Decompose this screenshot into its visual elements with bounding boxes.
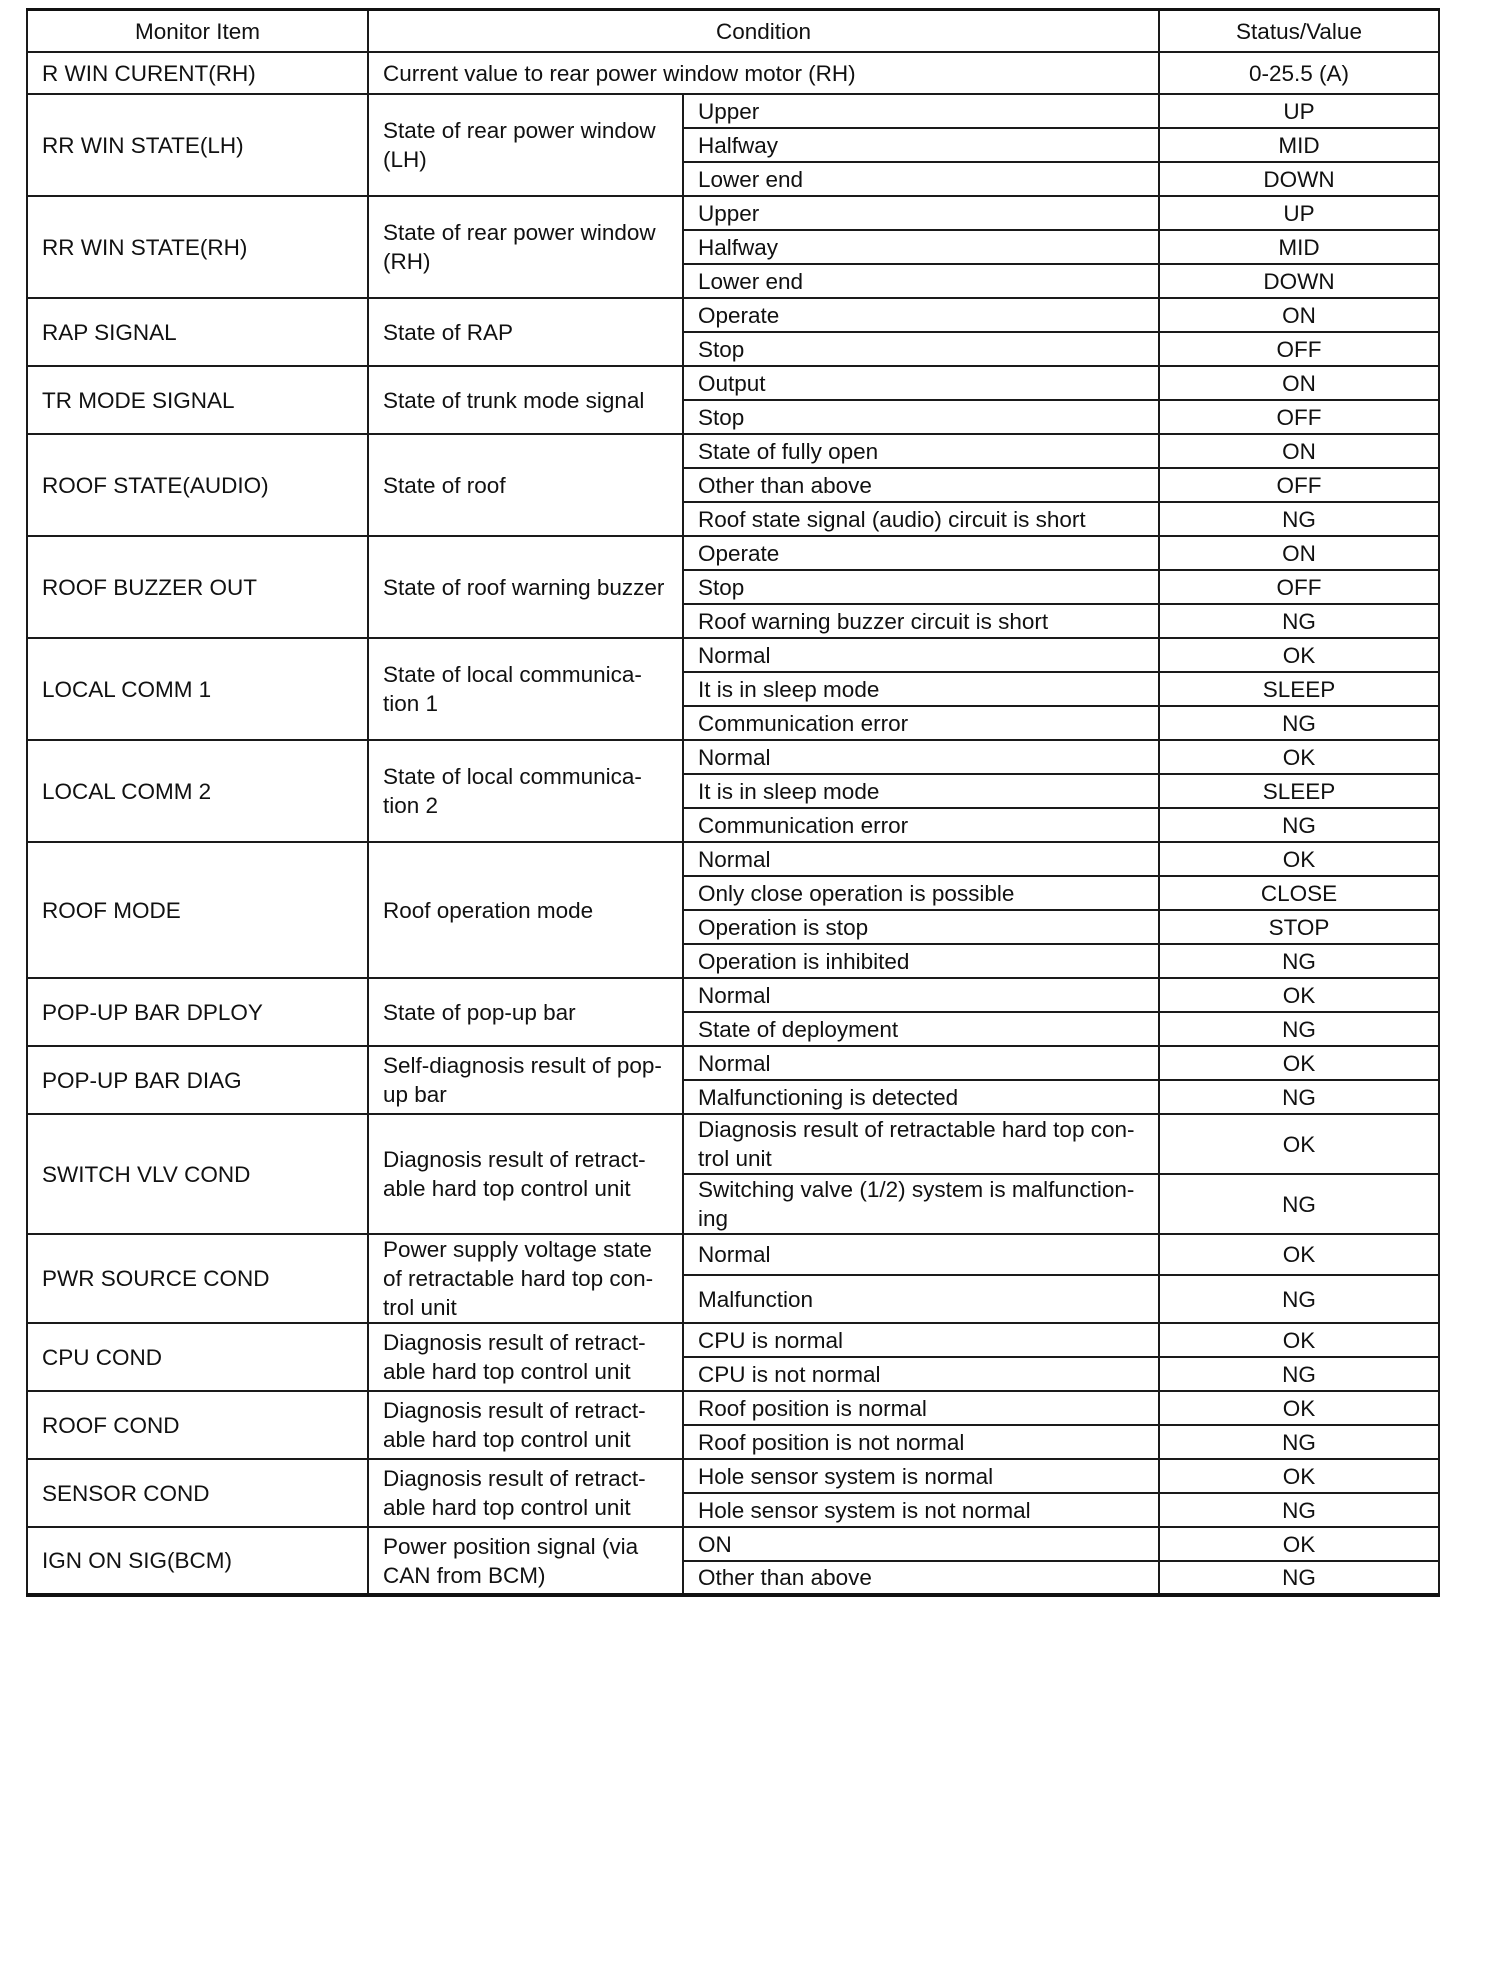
sub-condition-cell: Stop (683, 332, 1159, 366)
value-cell: OK (1159, 1234, 1439, 1275)
table-row (27, 1459, 1439, 1493)
monitor-item-cell: RR WIN STATE(LH) (27, 94, 368, 196)
sub-condition-cell: Hole sensor system is not normal (683, 1493, 1159, 1527)
value-cell: ON (1159, 366, 1439, 400)
value-cell: ON (1159, 298, 1439, 332)
sub-condition-cell: Upper (683, 196, 1159, 230)
value-cell: SLEEP (1159, 774, 1439, 808)
table-row (27, 298, 1439, 332)
condition-cell: Power position signal (via CAN from BCM) (368, 1527, 683, 1595)
sub-condition-cell: Only close operation is possible (683, 876, 1159, 910)
table-row (27, 740, 1439, 774)
value-cell: NG (1159, 1080, 1439, 1114)
value-cell: NG (1159, 706, 1439, 740)
value-cell: NG (1159, 1425, 1439, 1459)
monitor-item-cell: ROOF MODE (27, 842, 368, 978)
value-cell: OK (1159, 1323, 1439, 1357)
sub-condition-cell: Hole sensor system is normal (683, 1459, 1159, 1493)
monitor-item-cell: TR MODE SIGNAL (27, 366, 368, 434)
header-condition: Condition (368, 10, 1159, 53)
sub-condition-cell: Halfway (683, 230, 1159, 264)
value-cell: OK (1159, 1046, 1439, 1080)
table-row (27, 434, 1439, 468)
monitor-item-cell: R WIN CURENT(RH) (27, 52, 368, 94)
sub-condition-cell: Stop (683, 570, 1159, 604)
value-cell: MID (1159, 230, 1439, 264)
value-cell: NG (1159, 808, 1439, 842)
condition-cell: Diagnosis result of retract-able hard top control unit (368, 1391, 683, 1459)
value-cell: STOP (1159, 910, 1439, 944)
value-cell: OK (1159, 1459, 1439, 1493)
value-cell: DOWN (1159, 264, 1439, 298)
value-cell: OFF (1159, 332, 1439, 366)
condition-cell: Current value to rear power window motor (RH) (368, 52, 1159, 94)
value-cell: MID (1159, 128, 1439, 162)
condition-cell: Self-diagnosis result of pop-up bar (368, 1046, 683, 1114)
value-cell: ON (1159, 434, 1439, 468)
sub-condition-cell: Normal (683, 1234, 1159, 1275)
table-row (27, 1391, 1439, 1425)
condition-cell: State of roof (368, 434, 683, 536)
sub-condition-cell: Malfunctioning is detected (683, 1080, 1159, 1114)
table-header-row (27, 10, 1439, 53)
sub-condition-cell: Normal (683, 1046, 1159, 1080)
sub-condition-cell: State of fully open (683, 434, 1159, 468)
monitor-item-cell: IGN ON SIG(BCM) (27, 1527, 368, 1595)
sub-condition-cell: Other than above (683, 1561, 1159, 1595)
value-cell: NG (1159, 502, 1439, 536)
sub-condition-cell: Roof state signal (audio) circuit is short (683, 502, 1159, 536)
value-cell: NG (1159, 1493, 1439, 1527)
monitor-item-cell: LOCAL COMM 1 (27, 638, 368, 740)
value-cell: DOWN (1159, 162, 1439, 196)
value-cell: CLOSE (1159, 876, 1439, 910)
table-row (27, 52, 1439, 94)
sub-condition-cell: Other than above (683, 468, 1159, 502)
condition-cell: State of rear power window (LH) (368, 94, 683, 196)
sub-condition-cell: Halfway (683, 128, 1159, 162)
table-row (27, 536, 1439, 570)
condition-cell: State of roof warning buzzer (368, 536, 683, 638)
condition-cell: Roof operation mode (368, 842, 683, 978)
value-cell: SLEEP (1159, 672, 1439, 706)
condition-cell: State of local communica-tion 2 (368, 740, 683, 842)
sub-condition-cell: Communication error (683, 706, 1159, 740)
value-cell: OK (1159, 1527, 1439, 1561)
table-row (27, 1527, 1439, 1561)
value-cell: OFF (1159, 400, 1439, 434)
value-cell: NG (1159, 1174, 1439, 1234)
monitor-item-cell: SENSOR COND (27, 1459, 368, 1527)
table-row (27, 978, 1439, 1012)
table-row (27, 1046, 1439, 1080)
header-status-value: Status/Value (1159, 10, 1439, 53)
sub-condition-cell: ON (683, 1527, 1159, 1561)
sub-condition-cell: CPU is normal (683, 1323, 1159, 1357)
value-cell: OK (1159, 978, 1439, 1012)
value-cell: UP (1159, 196, 1439, 230)
sub-condition-cell: Malfunction (683, 1275, 1159, 1323)
sub-condition-cell: Diagnosis result of retractable hard top con-trol unit (683, 1114, 1159, 1174)
sub-condition-cell: Upper (683, 94, 1159, 128)
monitor-item-cell: POP-UP BAR DPLOY (27, 978, 368, 1046)
value-cell: ON (1159, 536, 1439, 570)
value-cell: OK (1159, 1391, 1439, 1425)
sub-condition-cell: Operation is stop (683, 910, 1159, 944)
sub-condition-cell: Operate (683, 298, 1159, 332)
sub-condition-cell: Normal (683, 740, 1159, 774)
condition-cell: Diagnosis result of retract-able hard top control unit (368, 1323, 683, 1391)
sub-condition-cell: State of deployment (683, 1012, 1159, 1046)
value-cell: NG (1159, 1012, 1439, 1046)
sub-condition-cell: Roof position is not normal (683, 1425, 1159, 1459)
condition-cell: State of trunk mode signal (368, 366, 683, 434)
table-row (27, 1323, 1439, 1357)
sub-condition-cell: Communication error (683, 808, 1159, 842)
monitor-item-cell: PWR SOURCE COND (27, 1234, 368, 1323)
monitor-item-cell: ROOF STATE(AUDIO) (27, 434, 368, 536)
monitor-table-container (26, 8, 1438, 1597)
value-cell: OK (1159, 1114, 1439, 1174)
monitor-item-cell: SWITCH VLV COND (27, 1114, 368, 1234)
sub-condition-cell: Roof warning buzzer circuit is short (683, 604, 1159, 638)
condition-cell: Diagnosis result of retract-able hard top control unit (368, 1114, 683, 1234)
table-row (27, 638, 1439, 672)
value-cell: NG (1159, 1561, 1439, 1595)
value-cell: OK (1159, 740, 1439, 774)
sub-condition-cell: It is in sleep mode (683, 774, 1159, 808)
value-cell: OK (1159, 842, 1439, 876)
condition-cell: State of pop-up bar (368, 978, 683, 1046)
value-cell: NG (1159, 1275, 1439, 1323)
header-monitor-item: Monitor Item (27, 10, 368, 53)
condition-cell: Power supply voltage state of retractable hard top con-trol unit (368, 1234, 683, 1323)
value-cell: UP (1159, 94, 1439, 128)
value-cell: NG (1159, 604, 1439, 638)
value-cell: NG (1159, 944, 1439, 978)
sub-condition-cell: Normal (683, 842, 1159, 876)
monitor-item-cell: RR WIN STATE(RH) (27, 196, 368, 298)
sub-condition-cell: Lower end (683, 264, 1159, 298)
sub-condition-cell: Roof position is normal (683, 1391, 1159, 1425)
sub-condition-cell: Normal (683, 638, 1159, 672)
sub-condition-cell: Operate (683, 536, 1159, 570)
monitor-item-cell: POP-UP BAR DIAG (27, 1046, 368, 1114)
sub-condition-cell: It is in sleep mode (683, 672, 1159, 706)
monitor-item-cell: LOCAL COMM 2 (27, 740, 368, 842)
table-row (27, 1234, 1439, 1275)
sub-condition-cell: Operation is inhibited (683, 944, 1159, 978)
table-row (27, 842, 1439, 876)
sub-condition-cell: CPU is not normal (683, 1357, 1159, 1391)
sub-condition-cell: Normal (683, 978, 1159, 1012)
monitor-item-cell: ROOF COND (27, 1391, 368, 1459)
value-cell: 0-25.5 (A) (1159, 52, 1439, 94)
sub-condition-cell: Switching valve (1/2) system is malfunction-ing (683, 1174, 1159, 1234)
table-row (27, 366, 1439, 400)
monitor-item-table (26, 8, 1440, 1597)
value-cell: OFF (1159, 570, 1439, 604)
table-row (27, 1114, 1439, 1174)
condition-cell: Diagnosis result of retract-able hard top control unit (368, 1459, 683, 1527)
value-cell: OK (1159, 638, 1439, 672)
sub-condition-cell: Lower end (683, 162, 1159, 196)
monitor-item-cell: RAP SIGNAL (27, 298, 368, 366)
table-row (27, 94, 1439, 128)
condition-cell: State of RAP (368, 298, 683, 366)
monitor-item-cell: CPU COND (27, 1323, 368, 1391)
condition-cell: State of local communica-tion 1 (368, 638, 683, 740)
sub-condition-cell: Stop (683, 400, 1159, 434)
sub-condition-cell: Output (683, 366, 1159, 400)
value-cell: NG (1159, 1357, 1439, 1391)
monitor-item-cell: ROOF BUZZER OUT (27, 536, 368, 638)
value-cell: OFF (1159, 468, 1439, 502)
condition-cell: State of rear power window (RH) (368, 196, 683, 298)
table-row (27, 196, 1439, 230)
